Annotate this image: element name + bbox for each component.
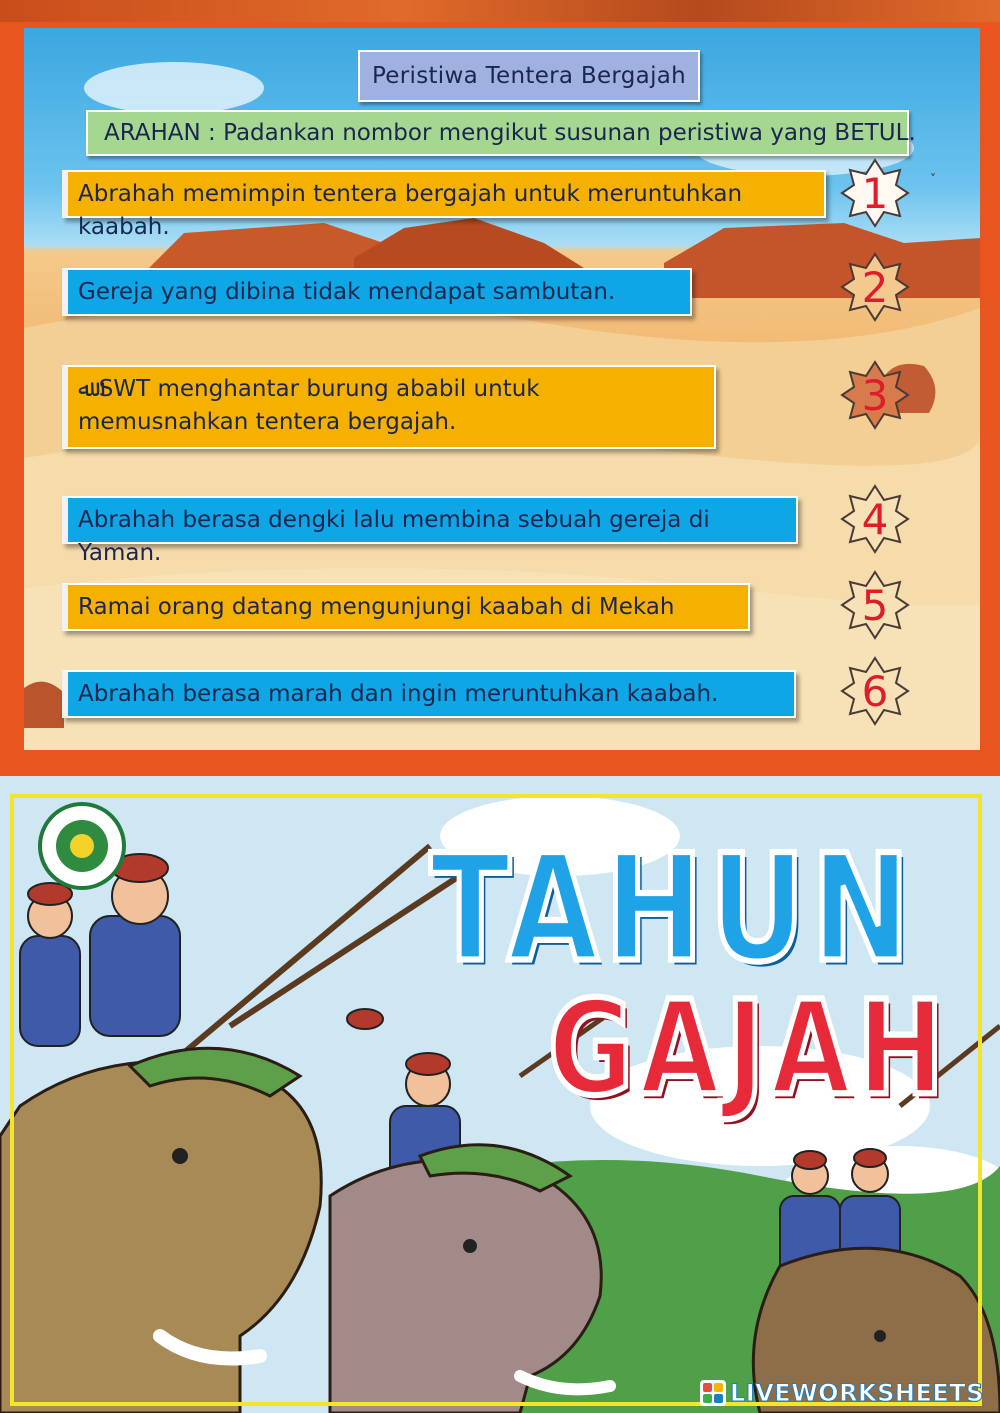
event-card-4[interactable]	[62, 496, 798, 566]
event-text: Gereja yang dibina tidak mendapat sambutan.	[78, 279, 616, 305]
chevron-down-icon: ˅	[930, 172, 936, 186]
number-badge-2[interactable]	[840, 252, 910, 322]
event-text: Abrahah memimpin tentera bergajah untuk meruntuhkan kaabah.	[78, 181, 743, 240]
liveworksheets-logo-icon	[700, 1380, 726, 1406]
top-decor-strip	[0, 0, 1000, 22]
event-card-2[interactable]	[62, 268, 692, 316]
cover-title-tahun: TAHUN	[430, 822, 916, 995]
number-badge-1[interactable]	[840, 158, 910, 228]
liveworksheets-watermark[interactable]	[700, 1378, 984, 1408]
number-label: 6	[861, 666, 889, 716]
event-card-3[interactable]	[62, 365, 716, 449]
number-label: 4	[861, 494, 889, 544]
event-card-6[interactable]	[62, 670, 796, 718]
event-text: Ramai orang datang mengunjungi kaabah di Mekah	[78, 594, 675, 620]
number-badge-5[interactable]	[840, 570, 910, 640]
worksheet-title: Peristiwa Tentera Bergajah	[358, 50, 700, 102]
number-badge-6[interactable]	[840, 656, 910, 726]
number-label: 3	[861, 370, 889, 420]
event-text: Abrahah berasa dengki lalu membina sebuah gereja di Yaman.	[78, 507, 710, 566]
cover-title-gajah: GAJAH	[548, 972, 951, 1125]
event-text: Abrahah berasa marah dan ingin meruntuhkan kaabah.	[78, 681, 719, 707]
number-label: 1	[861, 168, 889, 218]
event-text: ﷲ SWT menghantar burung ababil untuk memusnahkan tentera bergajah.	[78, 376, 540, 435]
number-label: 5	[861, 580, 889, 630]
cover-illustration	[0, 776, 1000, 1413]
event-card-1[interactable]	[62, 170, 826, 240]
event-card-5[interactable]	[62, 583, 750, 631]
watermark-text: LIVEWORKSHEETS	[730, 1379, 984, 1407]
instruction-text: ARAHAN : Padankan nombor mengikut susunan peristiwa yang BETUL.	[86, 110, 909, 156]
number-label: 2	[861, 262, 889, 312]
number-badge-3[interactable]	[840, 360, 910, 430]
desert-scene	[24, 28, 980, 750]
number-badge-4[interactable]	[840, 484, 910, 554]
